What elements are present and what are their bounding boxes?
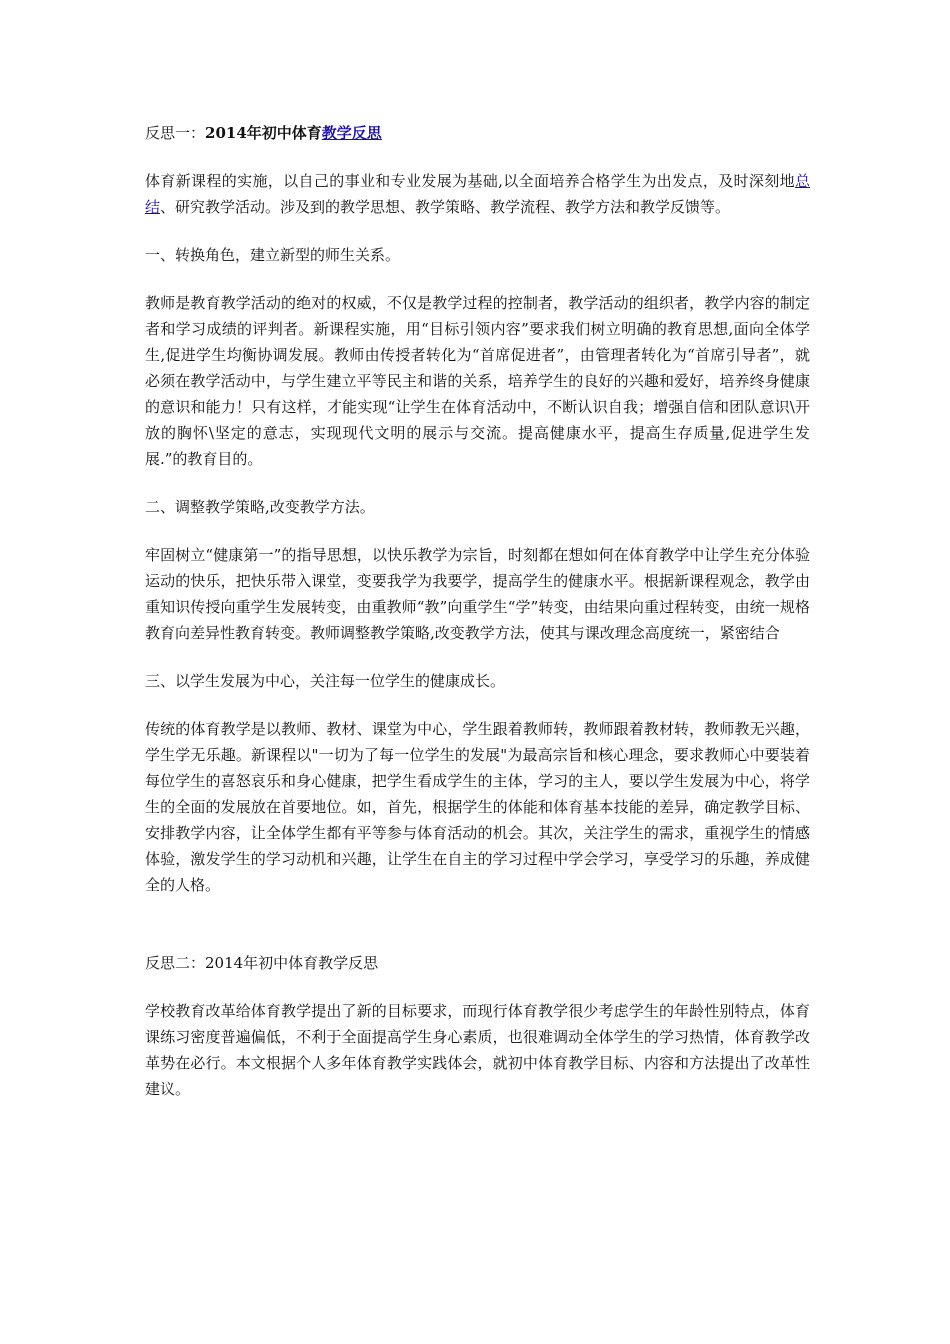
- section2-paragraph-1: 学校教育改革给体育教学提出了新的目标要求，而现行体育教学很少考虑学生的年龄性别特点，体育课练习密度普遍偏低，不利于全面提高学生身心素质，也很难调动全体学生的学习热情，体育教学改革势在必行。本文根据个人多年体育教学实践体会，就初中体育教学目标、内容和方法提出了改革性建议。: [145, 1002, 810, 1098]
- teaching-reflection-link[interactable]: 教学反思: [321, 124, 382, 142]
- section1-title: [145, 120, 810, 146]
- section1-paragraph-2: 牢固树立“健康第一”的指导思想，以快乐教学为宗旨，时刻都在想如何在体育教学中让学生充分体验运动的快乐，把快乐带入课堂，变要我学为我要学，提高学生的健康水平。根据新课程观念，教学由重知识传授向重学生发展转变，由重教师“教”向重学生“学”转变，由结果向重过程转变，由统一规格教育向差异性教育转变。教师调整教学策略,改变教学方法，使其与课改理念高度统一，紧密结合: [145, 546, 810, 642]
- section1-heading-2: 二、调整教学策略,改变教学方法。: [145, 498, 375, 516]
- document-page: [145, 120, 810, 1124]
- section1-title-bold: 2014年初中体育: [205, 124, 322, 142]
- section1-title-prefix: 反思一：: [145, 124, 206, 142]
- intro-text-part1: 体育新课程的实施，以自己的事业和专业发展为基础,以全面培养合格学生为出发点，及时深刻地: [145, 172, 795, 190]
- section-spacer: [145, 920, 810, 950]
- section1-heading-3: 三、以学生发展为中心，关注每一位学生的健康成长。: [145, 672, 506, 690]
- intro-text-part2: 、研究教学活动。涉及到的教学思想、教学策略、教学流程、教学方法和教学反馈等。: [160, 198, 731, 216]
- summary-link[interactable]: 总结: [145, 172, 810, 216]
- section2-title: 反思二：2014年初中体育教学反思: [145, 954, 379, 972]
- section1-heading-1: 一、转换角色，建立新型的师生关系。: [145, 246, 401, 264]
- section1-paragraph-1: 教师是教育教学活动的绝对的权威，不仅是教学过程的控制者，教学活动的组织者，教学内容的制定者和学习成绩的评判者。新课程实施，用“目标引领内容”要求我们树立明确的教育思想,面向全体学生,促进学生均衡协调发展。教师由传授者转化为“首席促进者”，由管理者转化为“首席引导者”，就必须在教学活动中，与学生建立平等民主和谐的关系，培养学生的良好的兴趣和爱好，培养终身健康的意识和能力！只有这样，才能实现“让学生在体育活动中，不断认识自我；增强自信和团队意识\开放的胸怀\坚定的意志，实现现代文明的展示与交流。提高健康水平，提高生存质量,促进学生发展.”的教育目的。: [145, 294, 810, 468]
- section1-intro: [145, 168, 810, 220]
- section1-paragraph-3: 传统的体育教学是以教师、教材、课堂为中心，学生跟着教师转，教师跟着教材转，教师教无兴趣，学生学无乐趣。新课程以"一切为了每一位学生的发展"为最高宗旨和核心理念，要求教师心中要装着每位学生的喜怒哀乐和身心健康，把学生看成学生的主体，学习的主人，要以学生发展为中心，将学生的全面的发展放在首要地位。如，首先，根据学生的体能和体育基本技能的差异，确定教学目标、安排教学内容，让全体学生都有平等参与体育活动的机会。其次，关注学生的需求，重视学生的情感体验，激发学生的学习动机和兴趣，让学生在自主的学习过程中学会学习，享受学习的乐趣，养成健全的人格。: [145, 720, 810, 894]
